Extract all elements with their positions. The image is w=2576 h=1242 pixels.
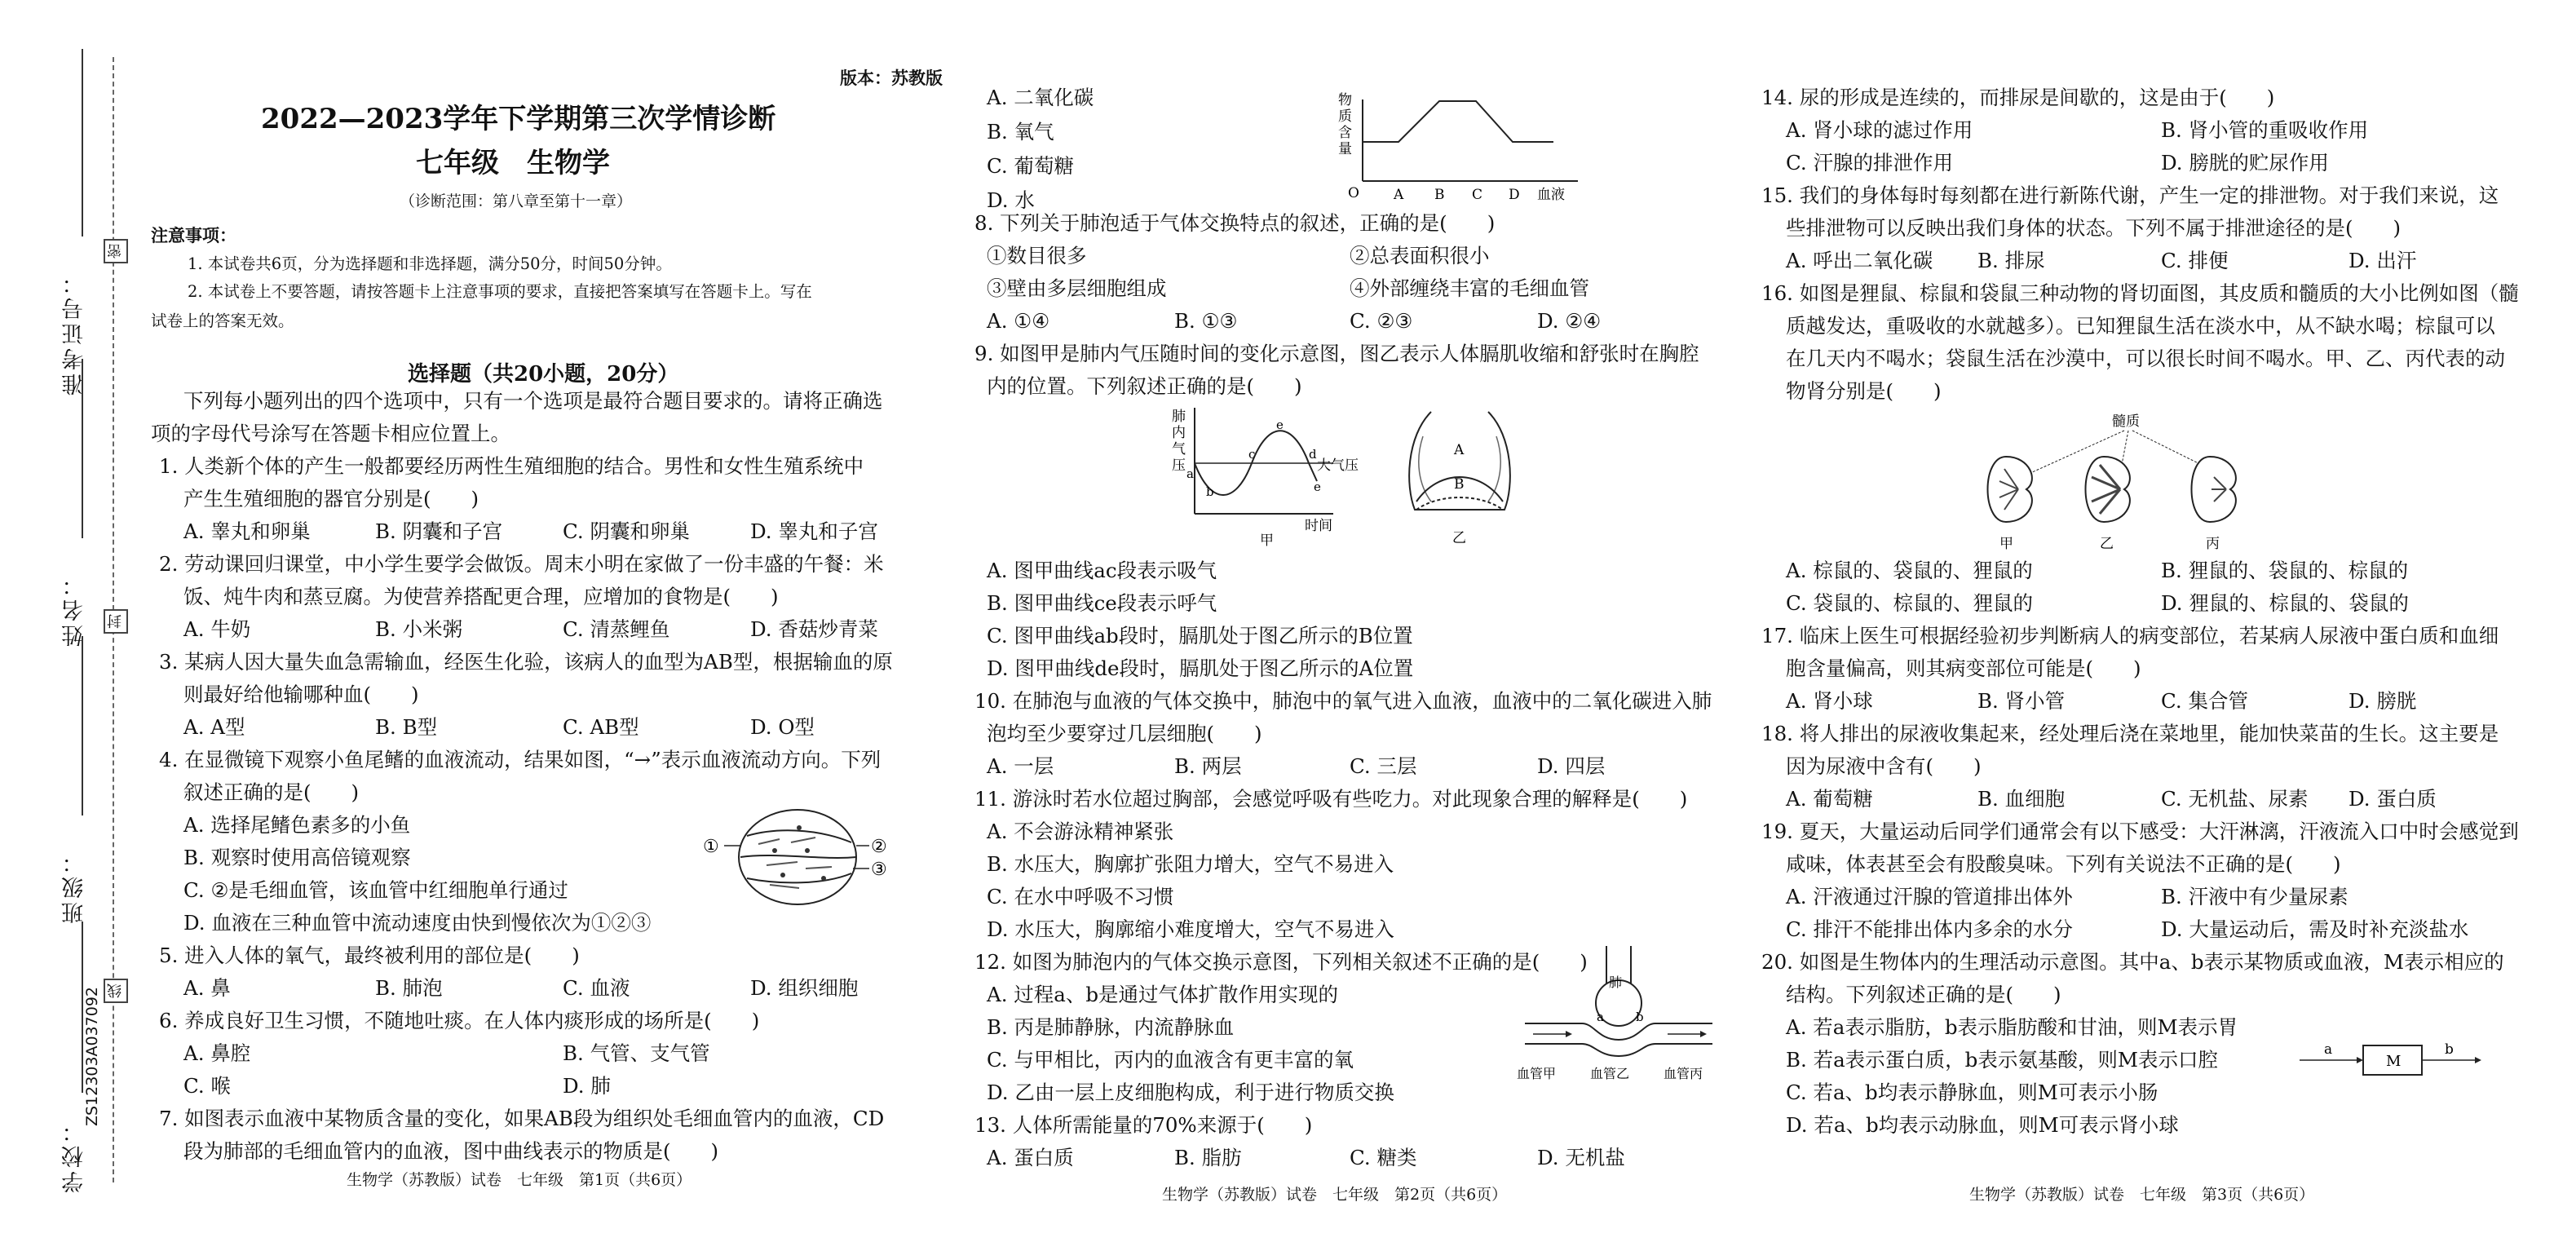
name-underline: [82, 359, 83, 538]
exam-scope: （诊断范围：第八章至第十一章）: [400, 192, 633, 210]
question-10-stem: 泡均至少要穿过几层细胞( ): [987, 722, 1262, 745]
page-3: [1761, 0, 2544, 1242]
point-e-low: e: [1314, 480, 1321, 494]
q16-option-c[interactable]: C. 袋鼠的、棕鼠的、狸鼠的: [1786, 591, 2033, 615]
q8-option-b[interactable]: B. ①③: [1174, 309, 1238, 333]
origin-label: O: [1348, 185, 1359, 201]
q11-option-b[interactable]: B. 水压大，胸廓扩张阻力增大，空气不易进入: [987, 852, 1394, 876]
seal-mark: 密: [104, 239, 128, 263]
q13-option-b[interactable]: B. 脂肪: [1174, 1146, 1242, 1169]
q20-option-c[interactable]: C. 若a、b均表示静脉血，则M可表示小肠: [1786, 1081, 2158, 1104]
q8-option-d[interactable]: D. ②④: [1537, 309, 1602, 333]
q18-option-c[interactable]: C. 无机盐、尿素: [2161, 787, 2309, 811]
vessel-yi-label: 血管乙: [1590, 1066, 1630, 1081]
q10-option-c[interactable]: C. 三层: [1350, 754, 1417, 778]
question-15-stem: 些排泄物可以反映出我们身体的状态。下列不属于排泄途径的是( ): [1786, 216, 2401, 240]
y-label-char: 物: [1338, 92, 1352, 108]
q19-option-b[interactable]: B. 汗液中有少量尿素: [2161, 885, 2348, 908]
question-15-stem: 15. 我们的身体每时每刻都在进行新陈代谢，产生一定的排泄物。对于我们来说，这: [1761, 183, 2499, 207]
y-label-char: 气: [1172, 441, 1186, 457]
question-18-stem: 因为尿液中含有( ): [1786, 754, 1982, 778]
q8-option-c[interactable]: C. ②③: [1350, 309, 1413, 333]
note-line: 试卷上的答案无效。: [151, 312, 294, 330]
exam-number-underline: [82, 49, 83, 236]
q7-substance-chart: [1333, 83, 1627, 214]
question-14-stem: 14. 尿的形成是连续的，而排尿是间歇的，这是由于( ): [1761, 86, 2275, 109]
q12-alveolus-figure: [1517, 938, 1721, 1085]
q8-statement: ③壁由多层细胞组成: [987, 276, 1167, 300]
q7-option-a[interactable]: A. 二氧化碳: [987, 86, 1094, 109]
process-a-label: a: [1597, 1010, 1604, 1024]
q4-option-b[interactable]: B. 观察时使用高倍镜观察: [183, 846, 411, 869]
question-11-stem: 11. 游泳时若水位超过胸部，会感觉呼吸有些吃力。对此现象合理的解释是( ): [974, 787, 1688, 811]
q17-option-c[interactable]: C. 集合管: [2161, 689, 2248, 713]
q1-option-d[interactable]: D. 睾丸和子宫: [750, 519, 878, 543]
y-label-char: 含: [1338, 125, 1352, 141]
q2-option-d[interactable]: D. 香菇炒青菜: [750, 617, 878, 641]
q6-option-c[interactable]: C. 喉: [183, 1074, 231, 1098]
x-tick-d: D: [1509, 187, 1520, 203]
q9-option-b[interactable]: B. 图甲曲线ce段表示呼气: [987, 591, 1217, 615]
q12-option-d[interactable]: D. 乙由一层上皮细胞构成，利于进行物质交换: [987, 1081, 1394, 1104]
question-9-stem: 9. 如图甲是肺内气压随时间的变化示意图，图乙表示人体膈肌收缩和舒张时在胸腔: [974, 342, 1699, 365]
q8-statement: ①数目很多: [987, 244, 1087, 267]
q20-option-d[interactable]: D. 若a、b均表示动脉血，则M可表示肾小球: [1786, 1113, 2179, 1137]
question-18-stem: 18. 将人排出的尿液收集起来，经处理后浇在菜地里，能加快菜苗的生长。这主要是: [1761, 722, 2499, 745]
q1-option-a[interactable]: A. 睾丸和卵巢: [183, 519, 311, 543]
q10-option-a[interactable]: A. 一层: [987, 754, 1054, 778]
substance-curve: [1363, 101, 1553, 142]
medulla-label: 髓质: [2112, 413, 2140, 430]
exam-number-label: 准考证号：: [62, 269, 87, 396]
question-9-stem: 内的位置。下列叙述正确的是( ): [987, 374, 1302, 398]
vessel-label-2: ②: [871, 837, 887, 857]
q2-option-b[interactable]: B. 小米粥: [375, 617, 463, 641]
output-b-label: b: [2445, 1041, 2454, 1058]
q4-option-c[interactable]: C. ②是毛细血管，该血管中红细胞单行通过: [183, 878, 568, 902]
point-c: c: [1248, 447, 1256, 462]
vessel-label-1: ①: [703, 837, 719, 857]
y-label-char: 质: [1338, 108, 1352, 125]
page-footer: 生物学（苏教版）试卷 七年级 第1页（共6页）: [347, 1171, 692, 1189]
q3-option-a[interactable]: A. A型: [183, 715, 245, 739]
y-label-char: 压: [1172, 457, 1186, 474]
q1-option-b[interactable]: B. 阴囊和子宫: [375, 519, 503, 543]
q11-option-c[interactable]: C. 在水中呼吸不习惯: [987, 885, 1174, 908]
q19-option-a[interactable]: A. 汗液通过汗腺的管道排出体外: [1786, 885, 2073, 908]
q8-statement: ④外部缠绕丰富的毛细血管: [1350, 276, 1589, 300]
q2-option-c[interactable]: C. 清蒸鲤鱼: [563, 617, 670, 641]
vessel-bing-label: 血管丙: [1664, 1066, 1703, 1081]
q13-option-d[interactable]: D. 无机盐: [1537, 1146, 1625, 1169]
q8-statement: ②总表面积很小: [1350, 244, 1490, 267]
class-label: 班级：: [62, 848, 87, 924]
q12-option-b[interactable]: B. 丙是肺静脉，内流静脉血: [987, 1015, 1235, 1039]
exam-subtitle: 七年级 生物学: [416, 147, 610, 179]
note-line: 1. 本试卷共6页，分为选择题和非选择题，满分50分，时间50分钟。: [188, 254, 672, 273]
q8-option-a[interactable]: A. ①④: [987, 309, 1050, 333]
q19-option-c[interactable]: C. 排汗不能排出体内多余的水分: [1786, 917, 2073, 941]
question-2-stem: 饭、炖牛肉和蒸豆腐。为使营养搭配更合理，应增加的食物是( ): [183, 585, 779, 608]
question-1-stem: 产生生殖细胞的器官分别是( ): [183, 487, 479, 511]
question-4-stem: 4. 在显微镜下观察小鱼尾鳍的血液流动，结果如图，“→”表示血液流动方向。下列: [159, 748, 881, 771]
q1-option-c[interactable]: C. 阴囊和卵巢: [563, 519, 690, 543]
position-a-label: A: [1454, 442, 1465, 458]
atmospheric-label: 大气压: [1317, 457, 1359, 474]
question-5-stem: 5. 进入人体的氧气，最终被利用的部位是( ): [159, 944, 580, 967]
question-6-stem: 6. 养成良好卫生习惯，不随地吐痰。在人体内痰形成的场所是( ): [159, 1009, 760, 1032]
q4-option-d[interactable]: D. 血液在三种血管中流动速度由快到慢依次为①②③: [183, 911, 652, 935]
q10-option-b[interactable]: B. 两层: [1174, 754, 1242, 778]
q9-option-c[interactable]: C. 图甲曲线ab段时，膈肌处于图乙所示的B位置: [987, 624, 1413, 648]
question-19-stem: 咸味，体表甚至会有股酸臭味。下列有关说法不正确的是( ): [1786, 852, 2341, 876]
q3-option-b[interactable]: B. B型: [375, 715, 438, 739]
q6-option-a[interactable]: A. 鼻腔: [183, 1041, 251, 1065]
q5-option-d[interactable]: D. 组织细胞: [750, 976, 859, 1000]
kidney-yi: [2086, 457, 2130, 522]
input-a-label: a: [2324, 1041, 2333, 1058]
fish-tail-microscope-figure: [701, 803, 889, 913]
question-7-stem: 段为肺部的毛细血管内的血液，图中曲线表示的物质是( ): [183, 1139, 719, 1163]
question-16-stem: 物肾分别是( ): [1786, 379, 1942, 403]
y-label-char: 量: [1338, 141, 1352, 157]
y-label-char: 内: [1172, 425, 1186, 441]
q9-option-d[interactable]: D. 图甲曲线de段时，膈肌处于图乙所示的A位置: [987, 656, 1414, 680]
q6-option-d[interactable]: D. 肺: [563, 1074, 611, 1098]
y-label-char: 肺: [1172, 409, 1186, 425]
question-1-stem: 1. 人类新个体的产生一般都要经历两性生殖细胞的结合。男性和女性生殖系统中: [159, 454, 864, 478]
q17-option-a[interactable]: A. 肾小球: [1786, 689, 1873, 713]
q19-option-d[interactable]: D. 大量运动后，需及时补充淡盐水: [2161, 917, 2469, 941]
q10-option-d[interactable]: D. 四层: [1537, 754, 1606, 778]
point-d: d: [1309, 447, 1317, 462]
q14-option-d[interactable]: D. 膀胱的贮尿作用: [2161, 151, 2329, 175]
point-a: a: [1186, 466, 1194, 481]
q15-option-a[interactable]: A. 呼出二氧化碳: [1786, 249, 1933, 272]
question-20-stem: 20. 如图是生物体内的生理活动示意图。其中a、b表示某物质或血液，M表示相应的: [1761, 950, 2504, 974]
q14-option-a[interactable]: A. 肾小球的滤过作用: [1786, 118, 1973, 142]
position-b-label: B: [1454, 476, 1465, 493]
q12-option-a[interactable]: A. 过程a、b是通过气体扩散作用实现的: [987, 983, 1339, 1006]
q15-option-b[interactable]: B. 排尿: [1977, 249, 2045, 272]
question-3-stem: 则最好给他输哪种血( ): [183, 683, 419, 706]
point-b: b: [1206, 484, 1214, 499]
q7-option-b[interactable]: B. 氧气: [987, 120, 1054, 144]
question-8-stem: 8. 下列关于肺泡适于气体交换特点的叙述，正确的是( ): [974, 211, 1496, 235]
q20-process-figure: [2300, 1036, 2487, 1085]
q16-option-d[interactable]: D. 狸鼠的、棕鼠的、袋鼠的: [2161, 591, 2409, 615]
q3-option-d[interactable]: D. O型: [750, 715, 815, 739]
q15-option-d[interactable]: D. 出汗: [2348, 249, 2417, 272]
q6-option-b[interactable]: B. 气管、支气管: [563, 1041, 710, 1065]
kidney-bing: [2192, 457, 2236, 522]
question-19-stem: 19. 夏天，大量运动后同学们通常会有以下感受：大汗淋漓，汗液流入口中时会感觉到: [1761, 820, 2519, 843]
q17-option-d[interactable]: D. 膀胱: [2348, 689, 2417, 713]
name-label: 姓名：: [62, 571, 87, 647]
note-line: 2. 本试卷上不要答题，请按答题卡上注意事项的要求，直接把答案填写在答题卡上。写在: [188, 282, 812, 301]
page-2: [974, 0, 1725, 1242]
question-4-stem: 叙述正确的是( ): [183, 780, 360, 804]
instruction-line: 下列每小题列出的四个选项中，只有一个选项是最符合题目要求的。请将正确选: [183, 389, 883, 413]
q15-option-c[interactable]: C. 排便: [2161, 249, 2229, 272]
q5-option-c[interactable]: C. 血液: [563, 976, 630, 1000]
q14-option-b[interactable]: B. 肾小管的重吸收作用: [2161, 118, 2369, 142]
q16-kidney-figure: [1982, 408, 2275, 555]
q5-option-b[interactable]: B. 肺泡: [375, 976, 443, 1000]
kidney-yi-caption: 乙: [2100, 536, 2114, 552]
vessel-label-3: ③: [871, 860, 887, 880]
question-13-stem: 13. 人体所需能量的70%来源于( ): [974, 1113, 1313, 1137]
q17-option-b[interactable]: B. 肾小管: [1977, 689, 2066, 713]
q18-option-a[interactable]: A. 葡萄糖: [1786, 787, 1873, 811]
seal-mark: 线: [104, 979, 128, 1003]
school-label: 学校：: [62, 1117, 87, 1193]
seal-mark: 封: [104, 609, 128, 634]
paper-code: ZS12303A037092: [83, 987, 101, 1127]
x-axis-label: 血液: [1537, 187, 1565, 203]
question-16-stem: 质越发达，重吸收的水就越多）。已知狸鼠生活在淡水中，从不缺水喝；棕鼠可以: [1786, 314, 2495, 338]
question-16-stem: 在几天内不喝水；袋鼠生活在沙漠中，可以很长时间不喝水。甲、乙、丙代表的动: [1786, 347, 2505, 370]
kidney-jia-caption: 甲: [1999, 536, 2013, 552]
kidney-jia: [1988, 457, 2032, 522]
question-10-stem: 10. 在肺泡与血液的气体交换中，肺泡中的氧气进入血液，血液中的二氧化碳进入肺: [974, 689, 1712, 713]
q9-figure-yi: [1398, 404, 1521, 546]
structure-m-label: M: [2386, 1053, 2401, 1070]
point-e: e: [1276, 418, 1284, 432]
instruction-line: 项的字母代号涂写在答题卡相应位置上。: [151, 422, 510, 445]
x-tick-c: C: [1472, 187, 1483, 203]
x-axis-label: 时间: [1305, 518, 1332, 534]
figure-caption: 甲: [1260, 533, 1274, 546]
question-12-stem: 12. 如图为肺泡内的气体交换示意图，下列相关叙述不正确的是( ): [974, 950, 1588, 974]
q11-option-a[interactable]: A. 不会游泳精神紧张: [987, 820, 1174, 843]
page-1: [139, 0, 943, 1242]
question-17-stem: 胞含量偏高，则其病变部位可能是( ): [1786, 656, 2141, 680]
q20-option-b[interactable]: B. 若a表示蛋白质，b表示氨基酸，则M表示口腔: [1786, 1048, 2218, 1072]
section-title: 选择题（共20小题，20分）: [408, 362, 679, 387]
q20-option-a[interactable]: A. 若a表示脂肪，b表示脂肪酸和甘油，则M表示胃: [1786, 1015, 2238, 1039]
question-17-stem: 17. 临床上医生可根据经验初步判断病人的病变部位，若某病人尿液中蛋白质和血细: [1761, 624, 2499, 648]
page-footer: 生物学（苏教版）试卷 七年级 第2页（共6页）: [1162, 1186, 1508, 1204]
q13-option-c[interactable]: C. 糖类: [1350, 1146, 1417, 1169]
question-16-stem: 16. 如图是狸鼠、棕鼠和袋鼠三种动物的肾切面图，其皮质和髓质的大小比例如图（髓: [1761, 281, 2519, 305]
kidney-bing-caption: 丙: [2206, 536, 2220, 552]
q2-option-a[interactable]: A. 牛奶: [183, 617, 251, 641]
q7-option-c[interactable]: C. 葡萄糖: [987, 154, 1074, 178]
q18-option-d[interactable]: D. 蛋白质: [2348, 787, 2437, 811]
q5-option-a[interactable]: A. 鼻: [183, 976, 231, 1000]
q12-option-c[interactable]: C. 与甲相比，丙内的血液含有更丰富的氧: [987, 1048, 1354, 1072]
binding-strip: [0, 0, 122, 1242]
q9-option-a[interactable]: A. 图甲曲线ac段表示吸气: [987, 559, 1217, 582]
q16-option-a[interactable]: A. 棕鼠的、袋鼠的、狸鼠的: [1786, 559, 2033, 582]
question-20-stem: 结构。下列叙述正确的是( ): [1786, 983, 2061, 1006]
q13-option-a[interactable]: A. 蛋白质: [987, 1146, 1074, 1169]
vessel-jia-label: 血管甲: [1517, 1066, 1557, 1081]
question-7-stem: 7. 如图表示血液中某物质含量的变化，如果AB段为组织处毛细血管内的血液，CD: [159, 1107, 885, 1130]
q14-option-c[interactable]: C. 汗腺的排泄作用: [1786, 151, 1953, 175]
notes-heading: 注意事项：: [151, 225, 236, 245]
q3-option-c[interactable]: C. AB型: [563, 715, 639, 739]
figure-caption: 乙: [1452, 530, 1466, 546]
q4-option-a[interactable]: A. 选择尾鳍色素多的小鱼: [183, 813, 411, 837]
q16-option-b[interactable]: B. 狸鼠的、袋鼠的、棕鼠的: [2161, 559, 2409, 582]
class-underline: [82, 636, 83, 815]
process-b-label: b: [1636, 1010, 1644, 1024]
alveolus-label: 肺: [1609, 975, 1623, 990]
edition-label: 版本：苏教版: [840, 68, 943, 88]
x-tick-a: A: [1394, 187, 1404, 203]
q9-figure-jia: [1170, 400, 1374, 546]
q18-option-b[interactable]: B. 血细胞: [1977, 787, 2066, 811]
q11-option-d[interactable]: D. 水压大，胸廓缩小难度增大，空气不易进入: [987, 917, 1394, 941]
question-2-stem: 2. 劳动课回归课堂，中小学生要学会做饭。周末小明在家做了一份丰盛的午餐：米: [159, 552, 884, 576]
exam-title: 2022—2023学年下学期第三次学情诊断: [261, 103, 776, 135]
x-tick-b: B: [1434, 187, 1445, 203]
question-3-stem: 3. 某病人因大量失血急需输血，经医生化验，该病人的血型为AB型，根据输血的原: [159, 650, 893, 674]
q7-option-d[interactable]: D. 水: [987, 188, 1035, 212]
page-footer: 生物学（苏教版）试卷 七年级 第3页（共6页）: [1969, 1186, 2315, 1204]
